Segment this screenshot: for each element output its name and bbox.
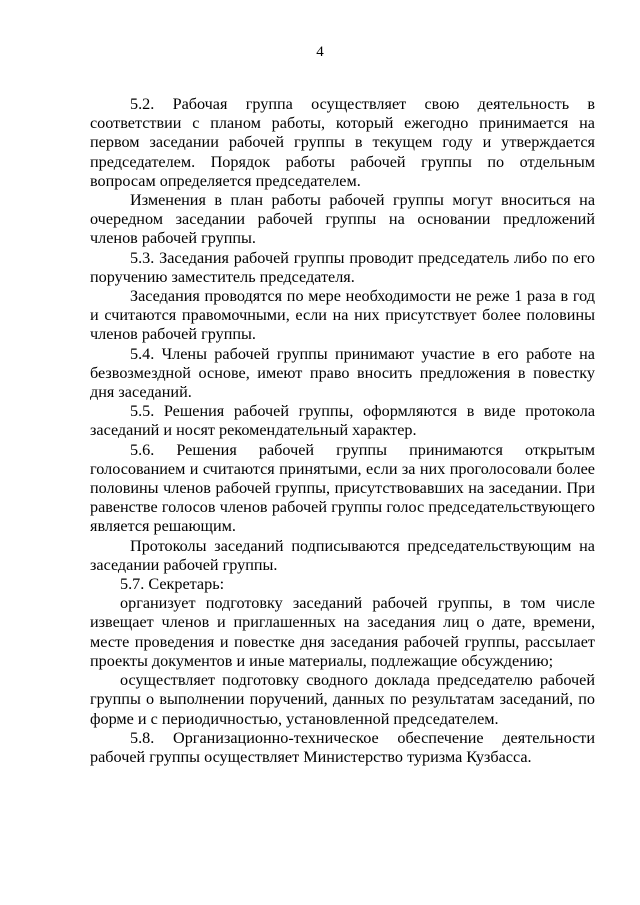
paragraph-5-6: 5.6. Решения рабочей группы принимаются открытым голосованием и считаются принятыми, если за них проголосовали более половины членов рабочей группы, присутствовавших на заседании. При равенстве голосов членов рабочей группы голос председательствующего является решающим. [90,440,595,536]
document-body [90,95,595,767]
paragraph-secretary-duty-2: осуществляет подготовку сводного доклада председателю рабочей группы о выполнении поручений, данных по результатам заседаний, по форме и с периодичностью, установленной председателем. [90,671,595,728]
paragraph-5-7-heading: 5.7. Секретарь: [120,575,225,594]
paragraph-5-3: 5.3. Заседания рабочей группы проводит председатель либо по его поручению заместитель председателя. [90,248,595,286]
paragraph-secretary-duty-1: организует подготовку заседаний рабочей группы, в том числе извещает членов и приглашенных на заседания лиц о дате, времени, месте проведения и повестке дня заседания рабочей группы, рассылает проекты документов и иные материалы, подлежащие обсуждению; [90,594,595,670]
paragraph-5-2: 5.2. Рабочая группа осуществляет свою деятельность в соответствии с планом работы, который ежегодно принимается на первом заседании рабочей группы в текущем году и утверждается председателем. Порядок работы рабочей группы по отдельным вопросам определяется председателем. [90,95,595,190]
page-number: 4 [316,44,324,60]
paragraph-protocols: Протоколы заседаний подписываются председательствующим на заседании рабочей группы. [90,536,595,574]
paragraph-meetings-frequency: Заседания проводятся по мере необходимости не реже 1 раза в год и считаются правомочными, если на них присутствует более половины членов рабочей группы. [90,287,595,344]
paragraph-5-4: 5.4. Члены рабочей группы принимают участие в его работе на безвозмездной основе, имеют право вносить предложения в повестку дня заседаний. [90,344,595,402]
paragraph-5-8: 5.8. Организационно-техническое обеспечение деятельности рабочей группы осуществляет Министерство туризма Кузбасса. [90,728,595,766]
paragraph-5-5: 5.5. Решения рабочей группы, оформляются в виде протокола заседаний и носят рекомендательный характер. [90,402,595,440]
paragraph-plan-changes: Изменения в план работы рабочей группы могут вноситься на очередном заседании рабочей группы на основании предложений членов рабочей группы. [90,191,595,248]
